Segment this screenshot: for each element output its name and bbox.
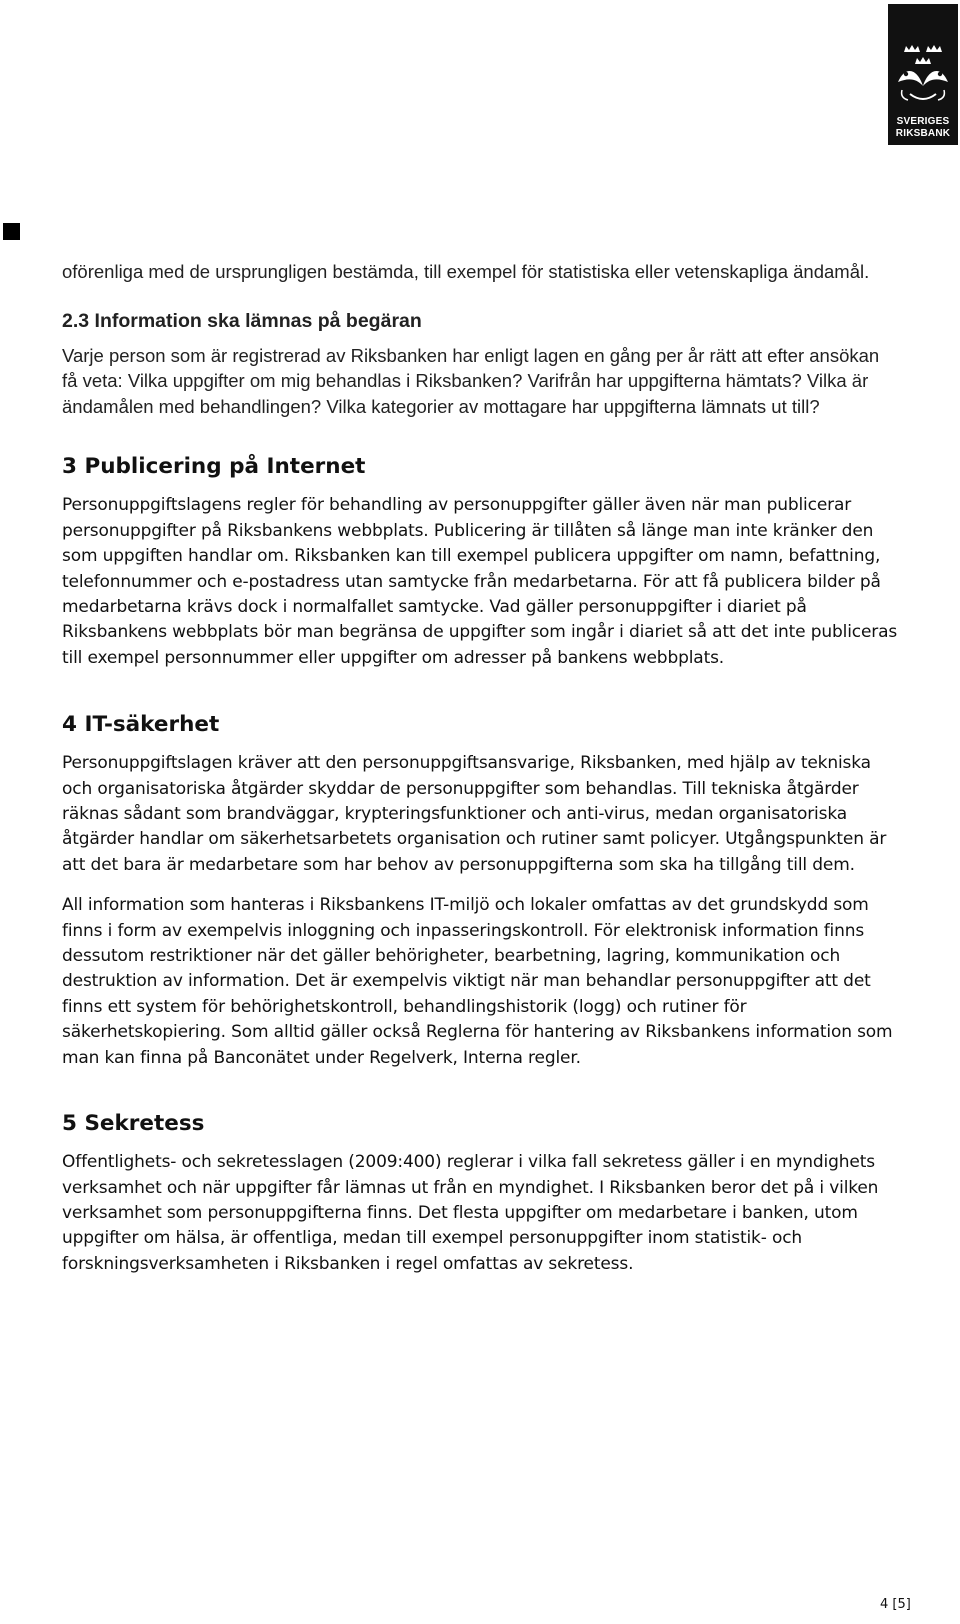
section-3-heading: 3 Publicering på Internet — [62, 454, 366, 480]
section-4-heading: 4 IT-säkerhet — [62, 712, 220, 738]
page-number: 4 [5] — [880, 1597, 911, 1612]
section-2-3-heading: 2.3 Information ska lämnas på begäran — [62, 309, 422, 332]
riksbank-logo — [888, 4, 958, 145]
crown-emblem-icon — [888, 4, 958, 114]
logo-text-line1: SVERIGES — [896, 116, 950, 127]
intro-paragraph: oförenliga med de ursprungligen bestämda, till exempel för statistiska eller vetenskapliga ändamål. — [62, 261, 870, 282]
logo-text-line2: RIKSBANK — [895, 128, 951, 139]
document-body — [62, 259, 898, 1277]
section-4-paragraph-2: All information som hanteras i Riksbankens IT-miljö och lokaler omfattas av det grundskydd som finns i form av exempelvis inloggning och inpasseringskontroll. För elektronisk information finns dessutom restriktioner när det gäller behörigheter, bearbetning, lagring, kommunikation och destruktion av information. Det är exempelvis viktigt när man behandlar personuppgifter att det finns ett system för behörighetskontroll, behandlingshistorik (logg) och rutiner för säkerhetskopiering. Som alltid gäller också Reglerna för hantering av Riksbankens information som man kan finna på Banconätet under Regelverk, Interna regler. — [62, 895, 893, 1068]
section-4-paragraph-1: Personuppgiftslagen kräver att den personuppgiftsansvarige, Riksbanken, med hjälp av tekniska och organisatoriska åtgärder skyddar de personuppgifter som behandlas. Till tekniska åtgärder räknas sådant som brandväggar, krypteringsfunktioner och anti-virus, medan organisatoriska åtgärder handlar om säkerhetsarbetets organisation och rutiner samt policyer. Utgångspunkten är att det bara är medarbetare som har behov av personuppgifterna som ska ha tillgång till dem. — [62, 753, 887, 875]
section-5-paragraph: Offentlighets- och sekretesslagen (2009:400) reglerar i vilka fall sekretess gäller i en myndighets verksamhet och när uppgifter får lämnas ut från en myndighet. I Riksbanken beror det på i vilken verksamhet som personuppgifterna finns. Det flesta uppgifter om medarbetare i banken, utom uppgifter om hälsa, är offentliga, medan till exempel personuppgifter inom statistik- och forskningsverksamheten i Riksbanken i regel omfattas av sekretess. — [62, 1152, 879, 1274]
section-3-paragraph: Personuppgiftslagens regler för behandling av personuppgifter gäller även när man publicerar personuppgifter på Riksbankens webbplats. Publicering är tillåten så länge man inte kränker den som uppgiften handlar om. Riksbanken kan till exempel publicera uppgifter om namn, befattning, telefonnummer och e-postadress utan samtycke från medarbetarna. För att få publicera bilder på medarbetarna krävs dock i normalfallet samtycke. Vad gäller personuppgifter i diariet på Riksbankens webbplats bör man begränsa de uppgifter som ingår i diariet så att det inte publiceras till exempel personnummer eller uppgifter om adresser på bankens webbplats. — [62, 495, 898, 668]
section-2-3-paragraph: Varje person som är registrerad av Riksbanken har enligt lagen en gång per år rätt att efter ansökan få veta: Vilka uppgifter om mig behandlas i Riksbanken? Varifrån har uppgifterna hämtats? Vilka är ändamålen med behandlingen? Vilka kategorier av mottagare har uppgifterna lämnats ut till? — [62, 344, 880, 417]
black-square-marker-icon — [3, 223, 20, 240]
section-5-heading: 5 Sekretess — [62, 1111, 205, 1137]
